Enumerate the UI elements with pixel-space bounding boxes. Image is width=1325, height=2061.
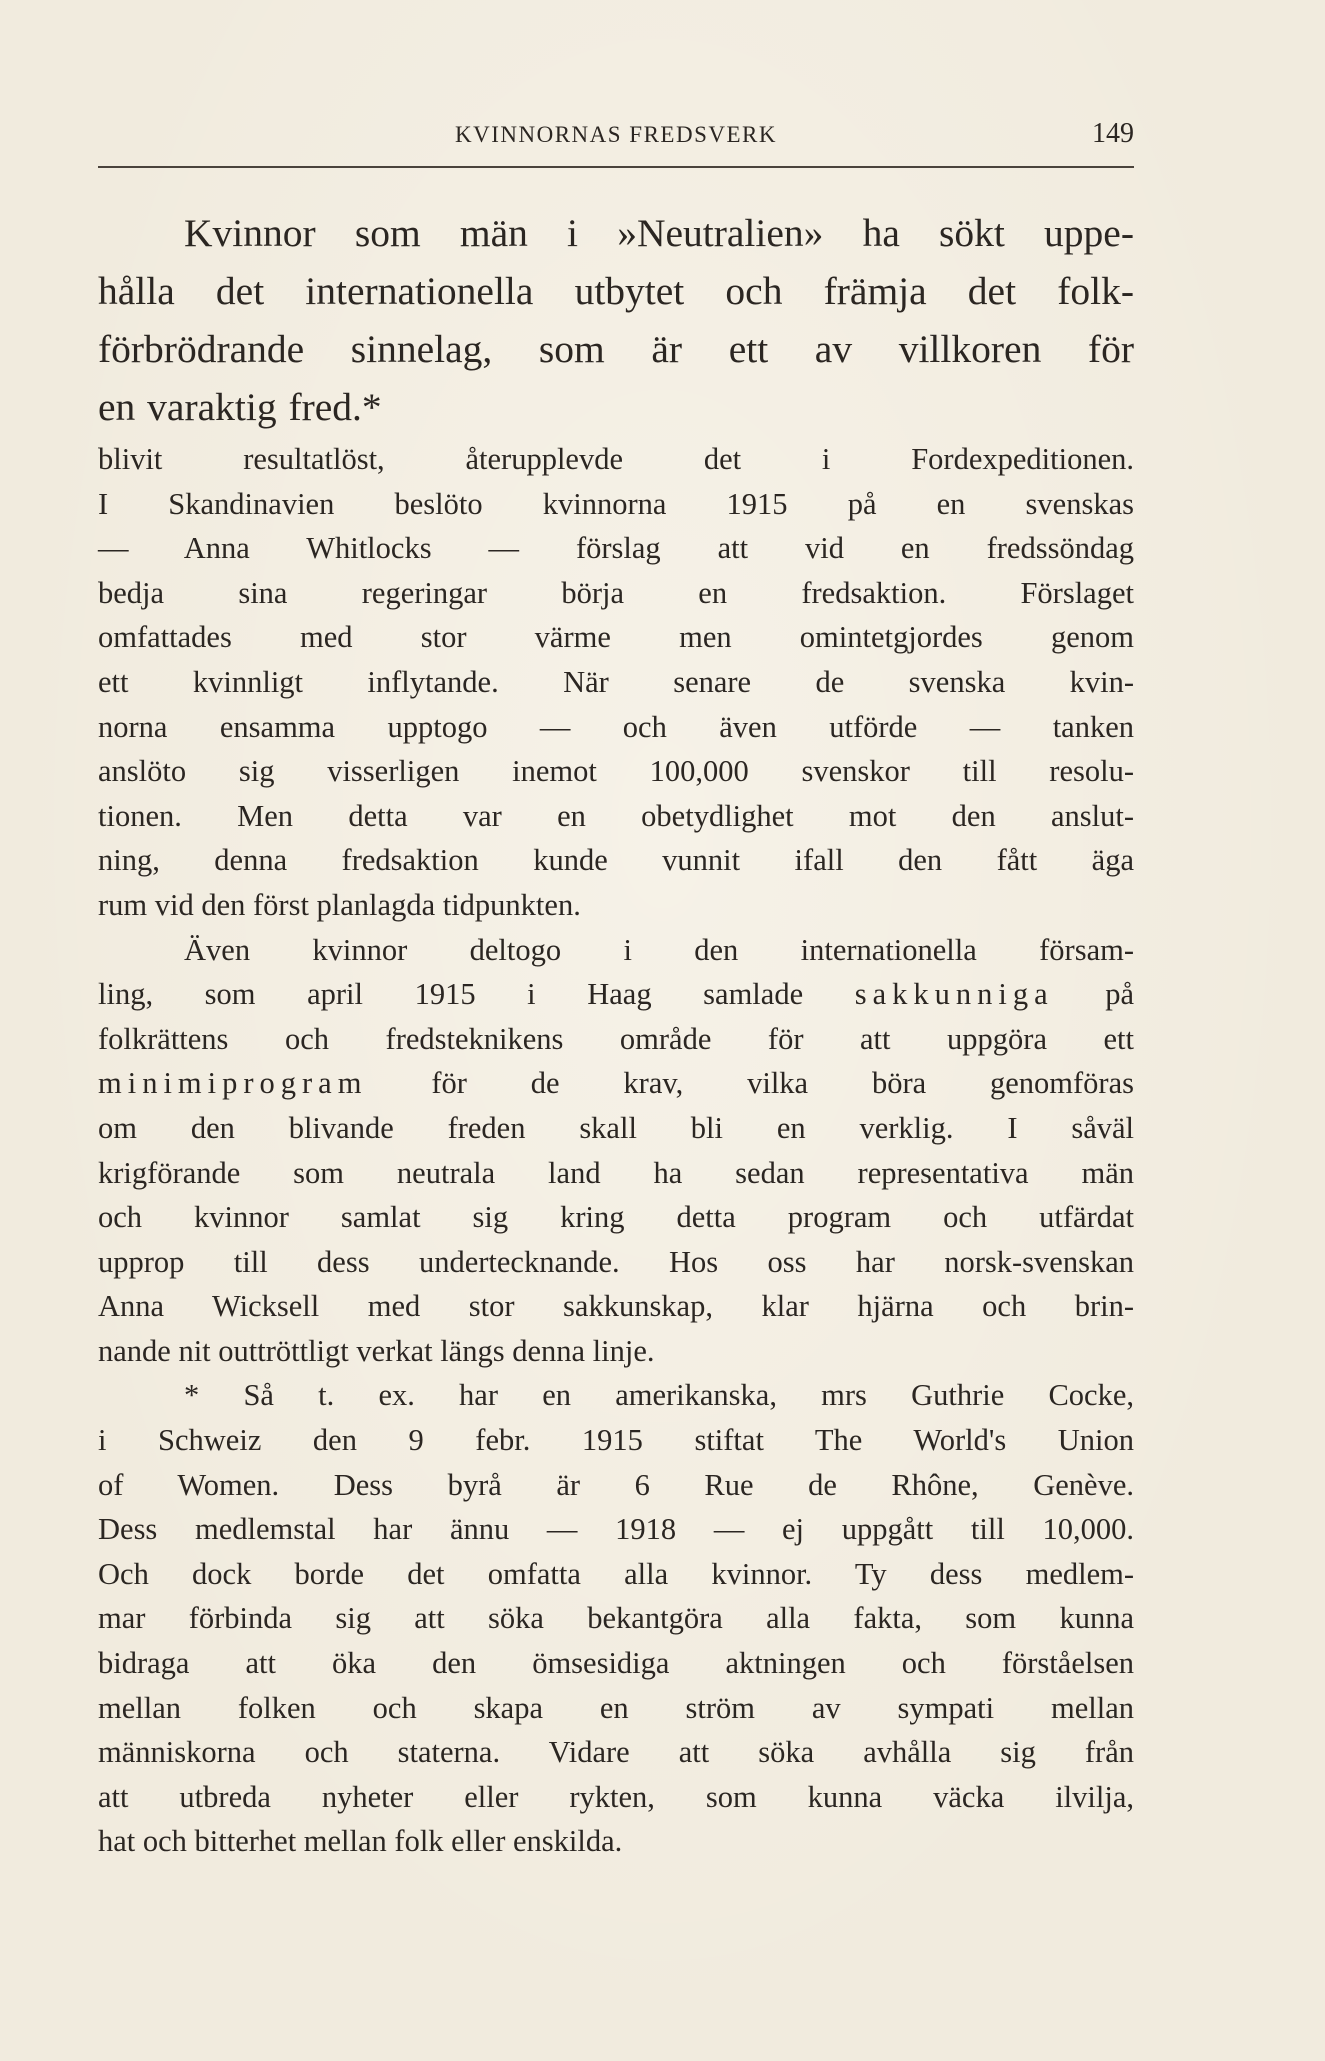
text-line: om den blivande freden skall bli en verklig. I såväl <box>98 1110 1134 1145</box>
footnote-line: mellan folken och skapa en ström av sympati mellan <box>98 1690 1134 1725</box>
footnote-line: att utbreda nyheter eller rykten, som kunna väcka ilvilja, <box>98 1779 1134 1814</box>
page-number: 149 <box>1092 118 1134 149</box>
text-fragment: för de krav, vilka böra genomföras <box>431 1066 1135 1101</box>
footnote-line: hat och bitterhet mellan folk eller enskilda. <box>98 1824 623 1859</box>
text-line: norna ensamma upptogo — och även utförde — tanken <box>98 709 1134 744</box>
text-line: — Anna Whitlocks — förslag att vid en fredssöndag <box>98 531 1134 566</box>
text-line: tionen. Men detta var en obetydlighet mot den anslut- <box>98 798 1134 833</box>
intro-passage <box>98 204 1134 436</box>
text-line: anslöto sig visserligen inemot 100,000 svenskor till resolu- <box>98 754 1134 789</box>
text-line: förbrödrande sinnelag, som är ett av villkoren för <box>98 327 1134 371</box>
footnote-line: i Schweiz den 9 febr. 1915 stiftat The World's Union <box>98 1423 1134 1458</box>
spaced-emphasis: sakkunniga <box>854 977 1054 1012</box>
text-line <box>98 1061 1134 1106</box>
text-line: och kvinnor samlat sig kring detta program och utfärdat <box>98 1200 1134 1235</box>
footnote-line: bidraga att öka den ömsesidiga aktningen och förståelsen <box>98 1646 1134 1681</box>
text-line: ning, denna fredsaktion kunde vunnit ifall den fått äga <box>98 843 1134 878</box>
text-line: hålla det internationella utbytet och främja det folk- <box>98 269 1134 313</box>
text-line: ett kvinnligt inflytande. När senare de svenska kvin- <box>98 664 1134 699</box>
text-line: Anna Wicksell med stor sakkunskap, klar hjärna och brin- <box>98 1289 1134 1324</box>
text-line: bedja sina regeringar börja en fredsaktion. Förslaget <box>98 575 1134 610</box>
text-line: Även kvinnor deltogo i den internationella försam- <box>184 932 1134 967</box>
text-line: blivit resultatlöst, återupplevde det i Fordexpeditionen. <box>98 442 1134 476</box>
text-line: omfattades med stor värme men omintetgjordes genom <box>98 620 1134 655</box>
footnote-line: * Så t. ex. har en amerikanska, mrs Guthrie Cocke, <box>184 1378 1134 1413</box>
footnote-line: of Women. Dess byrå är 6 Rue de Rhône, Genève. <box>98 1467 1134 1502</box>
footnote-line: människorna och staterna. Vidare att söka avhålla sig från <box>98 1735 1134 1770</box>
text-fragment: på <box>1105 977 1135 1012</box>
text-line: nande nit outtröttligt verkat längs denna linje. <box>98 1333 655 1368</box>
header-rule <box>98 166 1134 168</box>
text-line: krigförande som neutrala land ha sedan representativa män <box>98 1155 1134 1190</box>
text-line: en varaktig fred.* <box>98 385 382 429</box>
text-line: I Skandinavien beslöto kvinnorna 1915 på en svenskas <box>98 486 1134 521</box>
spaced-emphasis: minimiprogram <box>98 1066 368 1101</box>
body-text <box>98 437 1134 1864</box>
footnote-line: Dess medlemstal har ännu — 1918 — ej uppgått till 10,000. <box>98 1512 1134 1547</box>
running-head <box>98 116 1134 156</box>
text-line: upprop till dess undertecknande. Hos oss har norsk-svenskan <box>98 1244 1134 1279</box>
text-line: Kvinnor som män i »Neutralien» ha sökt uppe- <box>184 211 1134 255</box>
footnote-line: mar förbinda sig att söka bekantgöra alla fakta, som kunna <box>98 1601 1134 1636</box>
running-title: KVINNORNAS FREDSVERK <box>454 122 777 147</box>
text-line <box>98 972 1134 1017</box>
footnote-line: Och dock borde det omfatta alla kvinnor. Ty dess medlem- <box>98 1556 1134 1591</box>
text-line: folkrättens och fredsteknikens område för att uppgöra ett <box>98 1021 1134 1056</box>
text-line: rum vid den först planlagda tidpunkten. <box>98 887 581 922</box>
text-fragment: ling, som april 1915 i Haag samlade <box>98 977 804 1012</box>
